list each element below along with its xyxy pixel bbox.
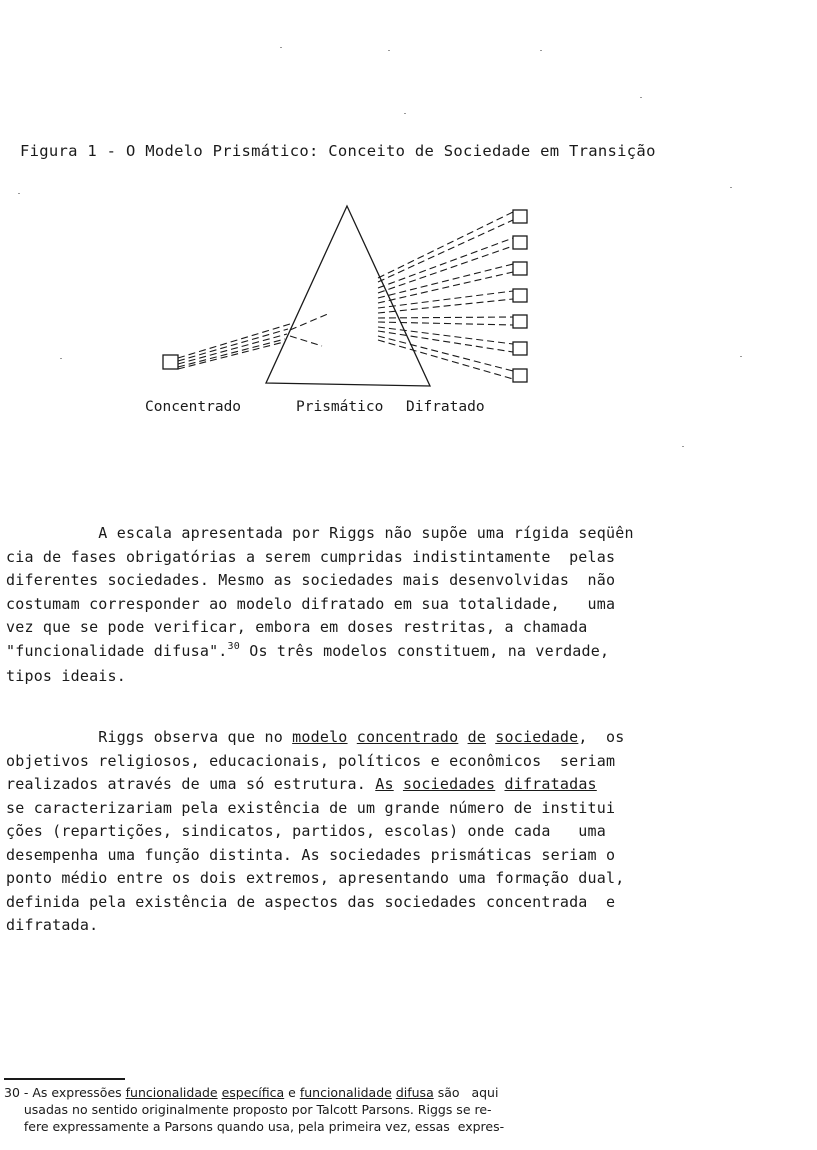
paragraph-line: cia de fases obrigatórias a serem cumpridas indistintamente pelas <box>6 547 616 566</box>
label-prismatico: Prismático <box>296 399 384 415</box>
figure-title: Figura 1 - O Modelo Prismático: Conceito de Sociedade em Transição <box>20 142 656 160</box>
paragraph-2 <box>6 726 806 938</box>
paragraph-line: definida pela existência de aspectos das sociedades concentrada e <box>6 892 616 911</box>
underlined-term: concentrado <box>356 728 459 746</box>
footnote-reference: 30 <box>227 640 240 652</box>
underlined-term: difusa <box>395 1085 434 1100</box>
incoming-beam <box>178 313 330 369</box>
prism-triangle <box>266 206 430 386</box>
paragraph-line <box>6 640 806 666</box>
underlined-term: modelo <box>292 728 348 746</box>
underlined-term: específica <box>221 1085 285 1100</box>
paragraph-line <box>6 726 806 750</box>
paragraph-line-rest: Os três modelos constituem, na verdade, <box>240 641 610 660</box>
output-boxes <box>513 210 527 382</box>
paragraph-line: A escala apresentada por Riggs não supõe uma rígida seqüên <box>6 524 634 542</box>
paragraph-line: ponto médio entre os dois extremos, apresentando uma formação dual, <box>6 869 625 887</box>
underlined-term: de <box>467 728 487 746</box>
footnote-number: 30 - <box>4 1085 33 1100</box>
underlined-term: sociedades <box>402 775 496 793</box>
footnote-30 <box>4 1084 809 1135</box>
paragraph-line: diferentes sociedades. Mesmo as sociedades mais desenvolvidas não <box>6 571 616 589</box>
paragraph-line: desempenha uma função distinta. As sociedades prismáticas seriam o <box>6 845 616 864</box>
footnote-line <box>4 1084 809 1101</box>
text-run: e <box>284 1085 300 1100</box>
footnote-line: fere expressamente a Parsons quando usa, pela primeira vez, essas expres- <box>4 1119 505 1134</box>
paragraph-line: vez que se pode verificar, embora em doses restritas, a chamada <box>6 618 588 636</box>
text-run: As expressões <box>32 1085 126 1100</box>
footnote-line: usadas no sentido originalmente proposto por Talcott Parsons. Riggs se re- <box>4 1102 492 1117</box>
underlined-term: difratadas <box>504 775 597 793</box>
paragraph-line: se caracterizariam pela existência de um grande número de institui <box>6 798 616 817</box>
scan-speck <box>682 446 684 447</box>
paragraph-line: difratada. <box>6 916 99 934</box>
underlined-term: funcionalidade <box>299 1085 392 1100</box>
label-difratado: Difratado <box>406 399 485 415</box>
paragraph-line <box>6 773 806 797</box>
paragraph-line: tipos ideais. <box>6 667 126 685</box>
paragraph-line: costumam corresponder ao modelo difratado em sua totalidade, uma <box>6 594 616 613</box>
underlined-term: As <box>375 775 394 793</box>
source-box <box>163 355 178 369</box>
paragraph-line: ções (repartições, sindicatos, partidos, escolas) onde cada uma <box>6 822 606 840</box>
footnote-rule <box>4 1078 125 1080</box>
text-run: realizados através de uma só estrutura. <box>6 775 376 793</box>
paragraph-line: objetivos religiosos, educacionais, políticos e econômicos seriam <box>6 751 616 770</box>
underlined-term: funcionalidade <box>125 1085 218 1100</box>
paragraph-1 <box>6 522 806 689</box>
prism-diagram <box>0 0 817 430</box>
text-run: , os <box>578 728 625 746</box>
underlined-term: sociedade <box>495 728 579 746</box>
text-run: são aqui <box>433 1085 499 1100</box>
text-run: Riggs observa que no <box>6 728 293 746</box>
quoted-term: "funcionalidade difusa". <box>6 641 228 660</box>
diffracted-beams <box>378 212 513 379</box>
label-concentrado: Concentrado <box>145 399 242 415</box>
